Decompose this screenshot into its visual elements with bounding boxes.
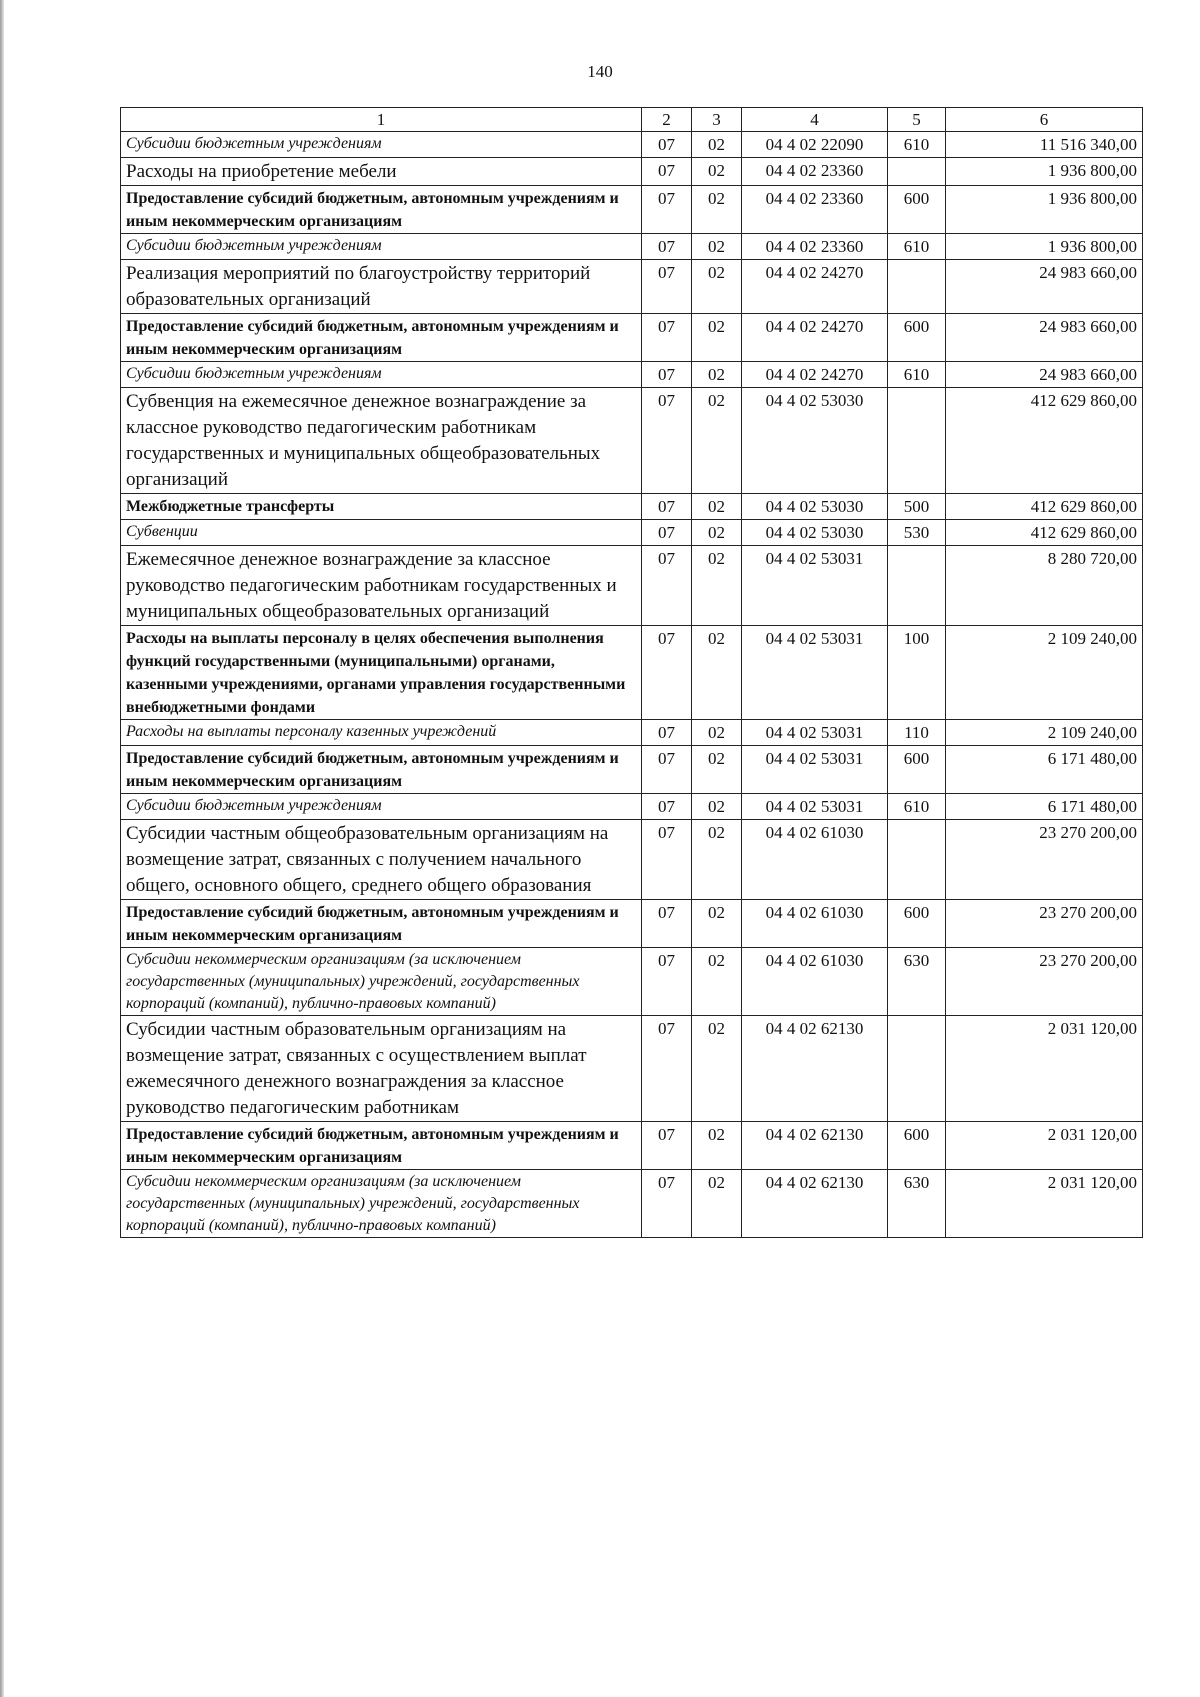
- row-expense-type-cell: 610: [888, 362, 946, 388]
- table-row: [121, 626, 1143, 720]
- row-section-cell: 07: [642, 746, 692, 794]
- row-name-cell: Субсидии частным общеобразовательным организациям на возмещение затрат, связанных с получением начального общего, основного общего, среднего общего образования: [121, 820, 642, 900]
- row-amount-cell: 6 171 480,00: [946, 746, 1143, 794]
- row-amount-cell: 2 031 120,00: [946, 1122, 1143, 1170]
- row-section-cell: 07: [642, 362, 692, 388]
- table-row: [121, 746, 1143, 794]
- table-row: [121, 1122, 1143, 1170]
- row-name-cell: Расходы на приобретение мебели: [121, 158, 642, 186]
- row-target-article-cell: 04 4 02 61030: [742, 900, 888, 948]
- row-amount-cell: 412 629 860,00: [946, 388, 1143, 494]
- row-expense-type-cell: 600: [888, 186, 946, 234]
- page-number: 140: [587, 62, 613, 81]
- row-target-article-cell: 04 4 02 23360: [742, 234, 888, 260]
- header-col-2: 2: [642, 108, 692, 132]
- row-expense-type-cell: 600: [888, 1122, 946, 1170]
- row-target-article-cell: 04 4 02 53030: [742, 494, 888, 520]
- row-target-article-cell: 04 4 02 24270: [742, 260, 888, 314]
- row-section-cell: 07: [642, 158, 692, 186]
- row-amount-cell: 1 936 800,00: [946, 186, 1143, 234]
- row-expense-type-cell: [888, 388, 946, 494]
- table-row: [121, 494, 1143, 520]
- row-expense-type-cell: 600: [888, 746, 946, 794]
- row-target-article-cell: 04 4 02 22090: [742, 132, 888, 158]
- row-expense-type-cell: 610: [888, 132, 946, 158]
- table-row: [121, 794, 1143, 820]
- table-row: [121, 520, 1143, 546]
- row-section-cell: 07: [642, 720, 692, 746]
- row-expense-type-cell: 600: [888, 900, 946, 948]
- table-row: [121, 260, 1143, 314]
- row-amount-cell: 1 936 800,00: [946, 158, 1143, 186]
- row-section-cell: 07: [642, 546, 692, 626]
- row-expense-type-cell: 110: [888, 720, 946, 746]
- row-subsection-cell: 02: [692, 626, 742, 720]
- row-expense-type-cell: [888, 820, 946, 900]
- row-subsection-cell: 02: [692, 794, 742, 820]
- row-section-cell: 07: [642, 948, 692, 1016]
- row-subsection-cell: 02: [692, 1170, 742, 1238]
- row-section-cell: 07: [642, 520, 692, 546]
- table-row: [121, 720, 1143, 746]
- row-amount-cell: 2 031 120,00: [946, 1016, 1143, 1122]
- table-body: [121, 108, 1143, 1238]
- row-expense-type-cell: 630: [888, 948, 946, 1016]
- row-target-article-cell: 04 4 02 62130: [742, 1170, 888, 1238]
- row-expense-type-cell: 600: [888, 314, 946, 362]
- row-target-article-cell: 04 4 02 53031: [742, 626, 888, 720]
- table-row: [121, 1170, 1143, 1238]
- row-subsection-cell: 02: [692, 132, 742, 158]
- row-subsection-cell: 02: [692, 900, 742, 948]
- table-row: [121, 820, 1143, 900]
- row-expense-type-cell: [888, 1016, 946, 1122]
- row-subsection-cell: 02: [692, 948, 742, 1016]
- row-section-cell: 07: [642, 388, 692, 494]
- row-amount-cell: 11 516 340,00: [946, 132, 1143, 158]
- header-col-5: 5: [888, 108, 946, 132]
- row-target-article-cell: 04 4 02 53031: [742, 546, 888, 626]
- row-subsection-cell: 02: [692, 494, 742, 520]
- row-subsection-cell: 02: [692, 158, 742, 186]
- row-expense-type-cell: [888, 260, 946, 314]
- row-subsection-cell: 02: [692, 362, 742, 388]
- row-name-cell: Предоставление субсидий бюджетным, автономным учреждениям и иным некоммерческим организациям: [121, 186, 642, 234]
- table-row: [121, 546, 1143, 626]
- row-name-cell: Субсидии бюджетным учреждениям: [121, 132, 642, 158]
- row-target-article-cell: 04 4 02 61030: [742, 948, 888, 1016]
- row-expense-type-cell: 500: [888, 494, 946, 520]
- row-section-cell: 07: [642, 314, 692, 362]
- row-name-cell: Субсидии бюджетным учреждениям: [121, 234, 642, 260]
- row-subsection-cell: 02: [692, 520, 742, 546]
- header-col-6: 6: [946, 108, 1143, 132]
- row-expense-type-cell: 610: [888, 234, 946, 260]
- row-subsection-cell: 02: [692, 388, 742, 494]
- row-subsection-cell: 02: [692, 720, 742, 746]
- header-col-3: 3: [692, 108, 742, 132]
- row-amount-cell: 6 171 480,00: [946, 794, 1143, 820]
- row-name-cell: Субсидии некоммерческим организациям (за исключением государственных (муниципальных) учреждений, государственных корпораций (компаний), публично-правовых компаний): [121, 1170, 642, 1238]
- row-subsection-cell: 02: [692, 546, 742, 626]
- table-row: [121, 234, 1143, 260]
- row-name-cell: Субсидии бюджетным учреждениям: [121, 362, 642, 388]
- row-target-article-cell: 04 4 02 24270: [742, 314, 888, 362]
- row-amount-cell: 8 280 720,00: [946, 546, 1143, 626]
- row-section-cell: 07: [642, 900, 692, 948]
- row-amount-cell: 24 983 660,00: [946, 314, 1143, 362]
- row-target-article-cell: 04 4 02 23360: [742, 186, 888, 234]
- table-row: [121, 362, 1143, 388]
- row-name-cell: Субвенции: [121, 520, 642, 546]
- row-name-cell: Предоставление субсидий бюджетным, автономным учреждениям и иным некоммерческим организациям: [121, 900, 642, 948]
- row-target-article-cell: 04 4 02 62130: [742, 1122, 888, 1170]
- row-amount-cell: 2 109 240,00: [946, 720, 1143, 746]
- row-target-article-cell: 04 4 02 24270: [742, 362, 888, 388]
- row-name-cell: Предоставление субсидий бюджетным, автономным учреждениям и иным некоммерческим организациям: [121, 314, 642, 362]
- row-target-article-cell: 04 4 02 53031: [742, 720, 888, 746]
- row-section-cell: 07: [642, 820, 692, 900]
- row-subsection-cell: 02: [692, 746, 742, 794]
- row-expense-type-cell: 630: [888, 1170, 946, 1238]
- row-target-article-cell: 04 4 02 53031: [742, 746, 888, 794]
- row-name-cell: Расходы на выплаты персоналу в целях обеспечения выполнения функций государственными (муниципальными) органами, казенными учреждениями, органами управления государственными внебюджетными фондами: [121, 626, 642, 720]
- row-expense-type-cell: [888, 546, 946, 626]
- row-subsection-cell: 02: [692, 314, 742, 362]
- row-name-cell: Субвенция на ежемесячное денежное вознаграждение за классное руководство педагогическим работникам государственных и муниципальных общеобразовательных организаций: [121, 388, 642, 494]
- row-section-cell: 07: [642, 626, 692, 720]
- table-row: [121, 132, 1143, 158]
- row-subsection-cell: 02: [692, 820, 742, 900]
- row-name-cell: Субсидии частным образовательным организациям на возмещение затрат, связанных с осуществлением выплат ежемесячного денежного вознаграждения за классное руководство педагогическим работникам: [121, 1016, 642, 1122]
- row-name-cell: Предоставление субсидий бюджетным, автономным учреждениям и иным некоммерческим организациям: [121, 1122, 642, 1170]
- row-name-cell: Ежемесячное денежное вознаграждение за классное руководство педагогическим работникам государственных и муниципальных общеобразовательных организаций: [121, 546, 642, 626]
- budget-table: [120, 107, 1143, 1238]
- row-amount-cell: 2 031 120,00: [946, 1170, 1143, 1238]
- table-header-row: [121, 108, 1143, 132]
- row-amount-cell: 23 270 200,00: [946, 948, 1143, 1016]
- row-target-article-cell: 04 4 02 53030: [742, 388, 888, 494]
- table-row: [121, 158, 1143, 186]
- row-section-cell: 07: [642, 260, 692, 314]
- row-subsection-cell: 02: [692, 1122, 742, 1170]
- table-row: [121, 900, 1143, 948]
- row-subsection-cell: 02: [692, 234, 742, 260]
- table-row: [121, 948, 1143, 1016]
- row-section-cell: 07: [642, 494, 692, 520]
- row-section-cell: 07: [642, 186, 692, 234]
- row-target-article-cell: 04 4 02 53030: [742, 520, 888, 546]
- row-name-cell: Межбюджетные трансферты: [121, 494, 642, 520]
- header-col-4: 4: [742, 108, 888, 132]
- row-expense-type-cell: [888, 158, 946, 186]
- row-section-cell: 07: [642, 794, 692, 820]
- row-expense-type-cell: 530: [888, 520, 946, 546]
- row-subsection-cell: 02: [692, 1016, 742, 1122]
- row-amount-cell: 24 983 660,00: [946, 260, 1143, 314]
- row-target-article-cell: 04 4 02 62130: [742, 1016, 888, 1122]
- row-target-article-cell: 04 4 02 23360: [742, 158, 888, 186]
- table-row: [121, 186, 1143, 234]
- row-section-cell: 07: [642, 234, 692, 260]
- row-expense-type-cell: 610: [888, 794, 946, 820]
- row-name-cell: Предоставление субсидий бюджетным, автономным учреждениям и иным некоммерческим организациям: [121, 746, 642, 794]
- row-amount-cell: 23 270 200,00: [946, 820, 1143, 900]
- row-section-cell: 07: [642, 1170, 692, 1238]
- row-amount-cell: 1 936 800,00: [946, 234, 1143, 260]
- row-section-cell: 07: [642, 132, 692, 158]
- row-name-cell: Расходы на выплаты персоналу казенных учреждений: [121, 720, 642, 746]
- row-target-article-cell: 04 4 02 53031: [742, 794, 888, 820]
- row-subsection-cell: 02: [692, 186, 742, 234]
- row-amount-cell: 23 270 200,00: [946, 900, 1143, 948]
- table-row: [121, 388, 1143, 494]
- row-amount-cell: 2 109 240,00: [946, 626, 1143, 720]
- row-name-cell: Субсидии некоммерческим организациям (за исключением государственных (муниципальных) учреждений, государственных корпораций (компаний), публично-правовых компаний): [121, 948, 642, 1016]
- row-expense-type-cell: 100: [888, 626, 946, 720]
- row-target-article-cell: 04 4 02 61030: [742, 820, 888, 900]
- row-amount-cell: 24 983 660,00: [946, 362, 1143, 388]
- row-name-cell: Субсидии бюджетным учреждениям: [121, 794, 642, 820]
- row-amount-cell: 412 629 860,00: [946, 520, 1143, 546]
- table-row: [121, 314, 1143, 362]
- row-subsection-cell: 02: [692, 260, 742, 314]
- table-row: [121, 1016, 1143, 1122]
- header-col-1: 1: [121, 108, 642, 132]
- scan-edge-shadow: [0, 0, 4, 1697]
- row-name-cell: Реализация мероприятий по благоустройству территорий образовательных организаций: [121, 260, 642, 314]
- row-amount-cell: 412 629 860,00: [946, 494, 1143, 520]
- row-section-cell: 07: [642, 1122, 692, 1170]
- row-section-cell: 07: [642, 1016, 692, 1122]
